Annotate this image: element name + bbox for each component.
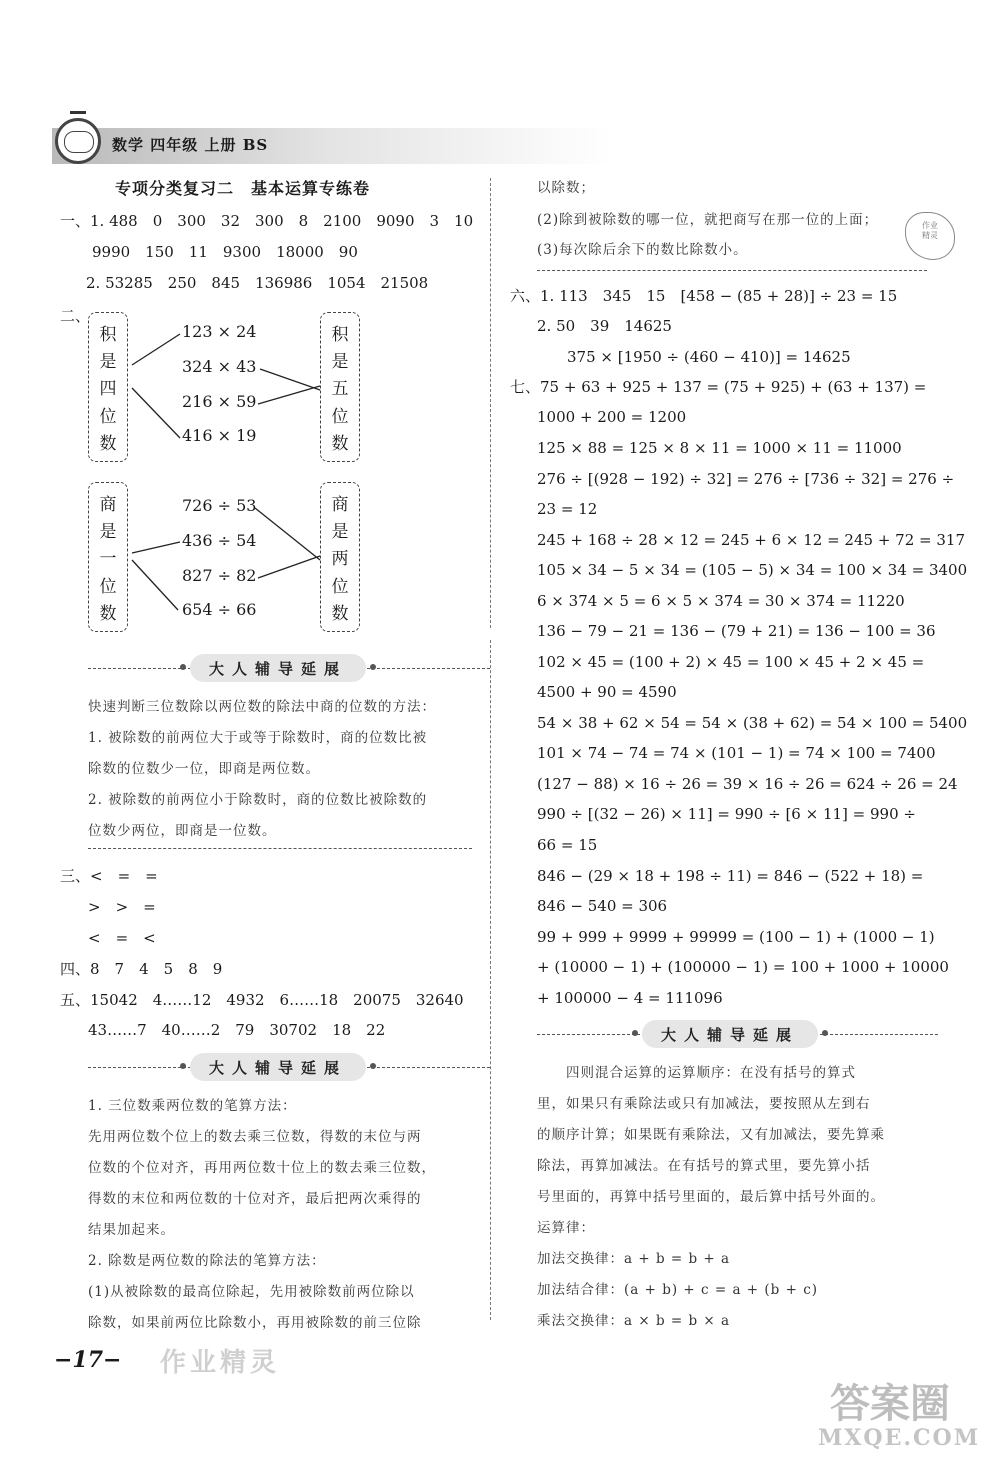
guide-1-line: 位数少两位，即商是一位数。 xyxy=(88,823,277,839)
section-6-marker: 六、 xyxy=(510,287,541,305)
header-subject: 数学 xyxy=(112,136,145,154)
dot-icon xyxy=(370,664,376,670)
box-char: 位 xyxy=(331,406,349,427)
section-7-line: 4500 + 90 = 4590 xyxy=(537,683,677,701)
guide-rule xyxy=(88,848,472,849)
dot-icon xyxy=(822,1030,828,1036)
guide-2-line: 结果加起来。 xyxy=(88,1222,175,1238)
box-char: 数 xyxy=(331,603,349,624)
section-6-line-3: 375 × [1950 ÷ (460 − 410)] = 14625 xyxy=(567,348,851,366)
dot-icon xyxy=(370,1063,376,1069)
guide-3-line: 乘法交换律：a × b = b × a xyxy=(537,1313,731,1329)
section-2-marker: 二、 xyxy=(60,307,91,325)
right-top-line: (2)除到被除数的哪一位，就把商写在那一位的上面； xyxy=(537,212,879,228)
dot-icon xyxy=(632,1030,638,1036)
guide-title-2 xyxy=(190,1053,366,1081)
box-char: 是 xyxy=(99,522,117,543)
page-title: 专项分类复习二 基本运算专练卷 xyxy=(115,179,371,198)
section-7-line: 105 × 34 − 5 × 34 = (105 − 5) × 34 = 100 × 34 = 3400 xyxy=(537,561,968,579)
section-7-line: 1000 + 200 = 1200 xyxy=(537,408,687,426)
section-7-line: 990 ÷ [(32 − 26) × 11] = 990 ÷ [6 × 11] = 990 ÷ xyxy=(537,805,916,823)
section-7-marker: 七、 xyxy=(510,378,541,396)
box-char: 商 xyxy=(331,495,349,516)
watermark-url: MXQE.COM xyxy=(818,1425,981,1451)
guide-rule xyxy=(537,270,927,271)
guide-title-1 xyxy=(190,654,366,682)
box-char: 一 xyxy=(99,549,117,570)
guide-2-line: 除数，如果前两位比除数小，再用被除数的前三位除 xyxy=(88,1315,422,1331)
guide-2-line: 先用两位数个位上的数去乘三位数，得数的末位与两 xyxy=(88,1129,422,1145)
link-line xyxy=(260,369,320,390)
box-char: 两 xyxy=(331,549,349,570)
box-char: 位 xyxy=(99,406,117,427)
guide-2-line: 1. 三位数乘两位数的笔算方法： xyxy=(88,1098,297,1114)
section-4-marker: 四、 xyxy=(60,960,91,978)
section-7-line: 66 = 15 xyxy=(537,836,598,854)
div-expr: 436 ÷ 54 xyxy=(182,531,257,550)
section-7-line: 6 × 374 × 5 = 6 × 5 × 374 = 30 × 374 = 11220 xyxy=(537,592,905,610)
section-5-line-2: 43……7 40……2 79 30702 18 22 xyxy=(88,1021,386,1039)
header-edition: BS xyxy=(242,136,269,154)
guide-3-line: 除法，再算加减法。在有括号的算式里，要先算小括 xyxy=(537,1158,871,1174)
section-6 xyxy=(510,286,897,306)
box-char: 数 xyxy=(331,433,349,454)
dot-icon xyxy=(180,664,186,670)
section-6-line-1: 1. 113 345 15 [458 − (85 + 28)] ÷ 23 = 15 xyxy=(540,287,898,305)
section-7-line: 136 − 79 − 21 = 136 − (79 + 21) = 136 − 100 = 36 xyxy=(537,622,936,640)
link-line xyxy=(132,560,178,610)
guide-3-line: 里，如果只有乘除法或只有加减法，要按照从左到右 xyxy=(537,1096,871,1112)
div-expr: 827 ÷ 82 xyxy=(182,566,257,585)
box-char: 四 xyxy=(99,379,117,400)
section-7 xyxy=(510,377,926,397)
section-7-first-line: 75 + 63 + 925 + 137 = (75 + 925) + (63 + 137) = xyxy=(540,378,927,396)
section-7-line: 125 × 88 = 125 × 8 × 11 = 1000 × 11 = 11000 xyxy=(537,439,902,457)
section-4 xyxy=(60,959,222,979)
guide-3-line: 运算律： xyxy=(537,1220,595,1236)
div-expr: 726 ÷ 53 xyxy=(182,496,257,515)
mul-expr: 324 × 43 xyxy=(182,357,257,376)
section-1-line-3: 2. 53285 250 845 136986 1054 21508 xyxy=(86,274,429,292)
stamp-seal: 作业 精灵 xyxy=(905,212,955,260)
section-7-line: 101 × 74 − 74 = 74 × (101 − 1) = 74 × 100 = 7400 xyxy=(537,744,936,762)
guide-3-line: 加法交换律：a + b = b + a xyxy=(537,1251,731,1267)
guide-3-line: 号里面的，再算中括号里面的，最后算中括号外面的。 xyxy=(537,1189,885,1205)
guide-1-line: 2. 被除数的前两位小于除数时，商的位数比被除数的 xyxy=(88,792,428,808)
section-7-line: 54 × 38 + 62 × 54 = 54 × (38 + 62) = 54 × 100 = 5400 xyxy=(537,714,968,732)
guide-title-text: 大人辅导延展 xyxy=(660,1025,799,1044)
guide-rule xyxy=(362,668,490,669)
header-grade: 四年级 xyxy=(150,136,199,154)
guide-2-line: (1)从被除数的最高位除起，先用被除数前两位除以 xyxy=(88,1284,415,1300)
box-char: 位 xyxy=(99,576,117,597)
box-char: 位 xyxy=(331,576,349,597)
link-line xyxy=(132,388,180,438)
page-number: −17− xyxy=(54,1347,122,1373)
section-7-line: 102 × 45 = (100 + 2) × 45 = 100 × 45 + 2 × 45 = xyxy=(537,653,925,671)
box-char: 积 xyxy=(331,325,349,346)
section-6-line-2: 2. 50 39 14625 xyxy=(537,317,672,335)
section-3-line-1: < = = xyxy=(90,867,158,885)
link-line xyxy=(132,542,180,553)
section-5-line-1: 15042 4……12 4932 6……18 20075 32640 xyxy=(90,991,464,1009)
link-line xyxy=(132,334,180,365)
section-5 xyxy=(60,990,464,1010)
box-char: 是 xyxy=(331,522,349,543)
section-7-line: (127 − 88) × 16 ÷ 26 = 39 × 16 ÷ 26 = 624 ÷ 26 = 24 xyxy=(537,775,958,793)
section-1-line-1: 1. 488 0 300 32 300 8 2100 9090 3 10 xyxy=(90,212,474,230)
header-volume: 上册 xyxy=(204,136,237,154)
guide-rule xyxy=(810,1034,938,1035)
section-3-line-3: < = < xyxy=(88,929,156,947)
box-char: 是 xyxy=(331,352,349,373)
guide-2-line: 2. 除数是两位数的除法的笔算方法： xyxy=(88,1253,326,1269)
section-3 xyxy=(60,866,158,886)
watermark-logo: 答案圈 xyxy=(830,1380,950,1427)
box-char: 五 xyxy=(331,379,349,400)
link-line xyxy=(258,386,320,404)
guide-3-line: 加法结合律：(a + b) + c = a + (b + c) xyxy=(537,1282,819,1298)
section-7-line: 846 − (29 × 18 + 198 ÷ 11) = 846 − (522 + 18) = xyxy=(537,867,924,885)
section-7-line: 245 + 168 ÷ 28 × 12 = 245 + 6 × 12 = 245 + 72 = 317 xyxy=(537,531,965,549)
dot-icon xyxy=(180,1063,186,1069)
guide-3-line: 的顺序计算；如果既有乘除法，又有加减法，要先算乘 xyxy=(537,1127,885,1143)
guide-1-line: 快速判断三位数除以两位数的除法中商的位数的方法： xyxy=(88,699,436,715)
div-expr: 654 ÷ 66 xyxy=(182,600,257,619)
box-char: 数 xyxy=(99,433,117,454)
box-char: 商 xyxy=(99,495,117,516)
link-line xyxy=(258,556,320,578)
section-7-line: + (10000 − 1) + (100000 − 1) = 100 + 1000 + 10000 xyxy=(537,958,949,976)
section-5-marker: 五、 xyxy=(60,991,91,1009)
section-1-marker: 一、 xyxy=(60,212,91,230)
guide-title-text: 大人辅导延展 xyxy=(208,659,347,678)
section-7-line: 276 ÷ [(928 − 192) ÷ 32] = 276 ÷ [736 ÷ 32] = 276 ÷ xyxy=(537,470,955,488)
right-top-line: 以除数； xyxy=(537,180,595,196)
link-line xyxy=(255,508,320,560)
section-3-marker: 三、 xyxy=(60,867,91,885)
box-char: 是 xyxy=(99,352,117,373)
guide-2-line: 得数的末位和两位数的十位对齐，最后把两次乘得的 xyxy=(88,1191,422,1207)
box-char: 积 xyxy=(99,325,117,346)
guide-1-line: 1. 被除数的前两位大于或等于除数时，商的位数比被 xyxy=(88,730,428,746)
mul-expr: 123 × 24 xyxy=(182,322,257,341)
section-4-line-1: 8 7 4 5 8 9 xyxy=(90,960,223,978)
box-char: 数 xyxy=(99,603,117,624)
guide-1-line: 除数的位数少一位，即商是两位数。 xyxy=(88,761,320,777)
watermark-stamp-text: 作业精灵 xyxy=(160,1348,281,1378)
guide-2-line: 位数的个位对齐，再用两位数十位上的数去乘三位数， xyxy=(88,1160,436,1176)
guide-title-3 xyxy=(642,1020,818,1048)
mul-expr: 216 × 59 xyxy=(182,392,257,411)
section-7-line: 99 + 999 + 9999 + 99999 = (100 − 1) + (1000 − 1) xyxy=(537,928,935,946)
section-1-line-2: 9990 150 11 9300 18000 90 xyxy=(92,243,358,261)
right-top-line: (3)每次除后余下的数比除数小。 xyxy=(537,242,748,258)
guide-rule xyxy=(362,1067,490,1068)
section-7-line: 846 − 540 = 306 xyxy=(537,897,668,915)
guide-title-text: 大人辅导延展 xyxy=(208,1058,347,1077)
section-3-line-2: > > = xyxy=(88,898,156,916)
section-7-line: 23 = 12 xyxy=(537,500,598,518)
mul-expr: 416 × 19 xyxy=(182,426,257,445)
section-7-line: + 100000 − 4 = 111096 xyxy=(537,989,723,1007)
guide-3-line: 四则混合运算的运算顺序：在没有括号的算式 xyxy=(537,1065,856,1081)
